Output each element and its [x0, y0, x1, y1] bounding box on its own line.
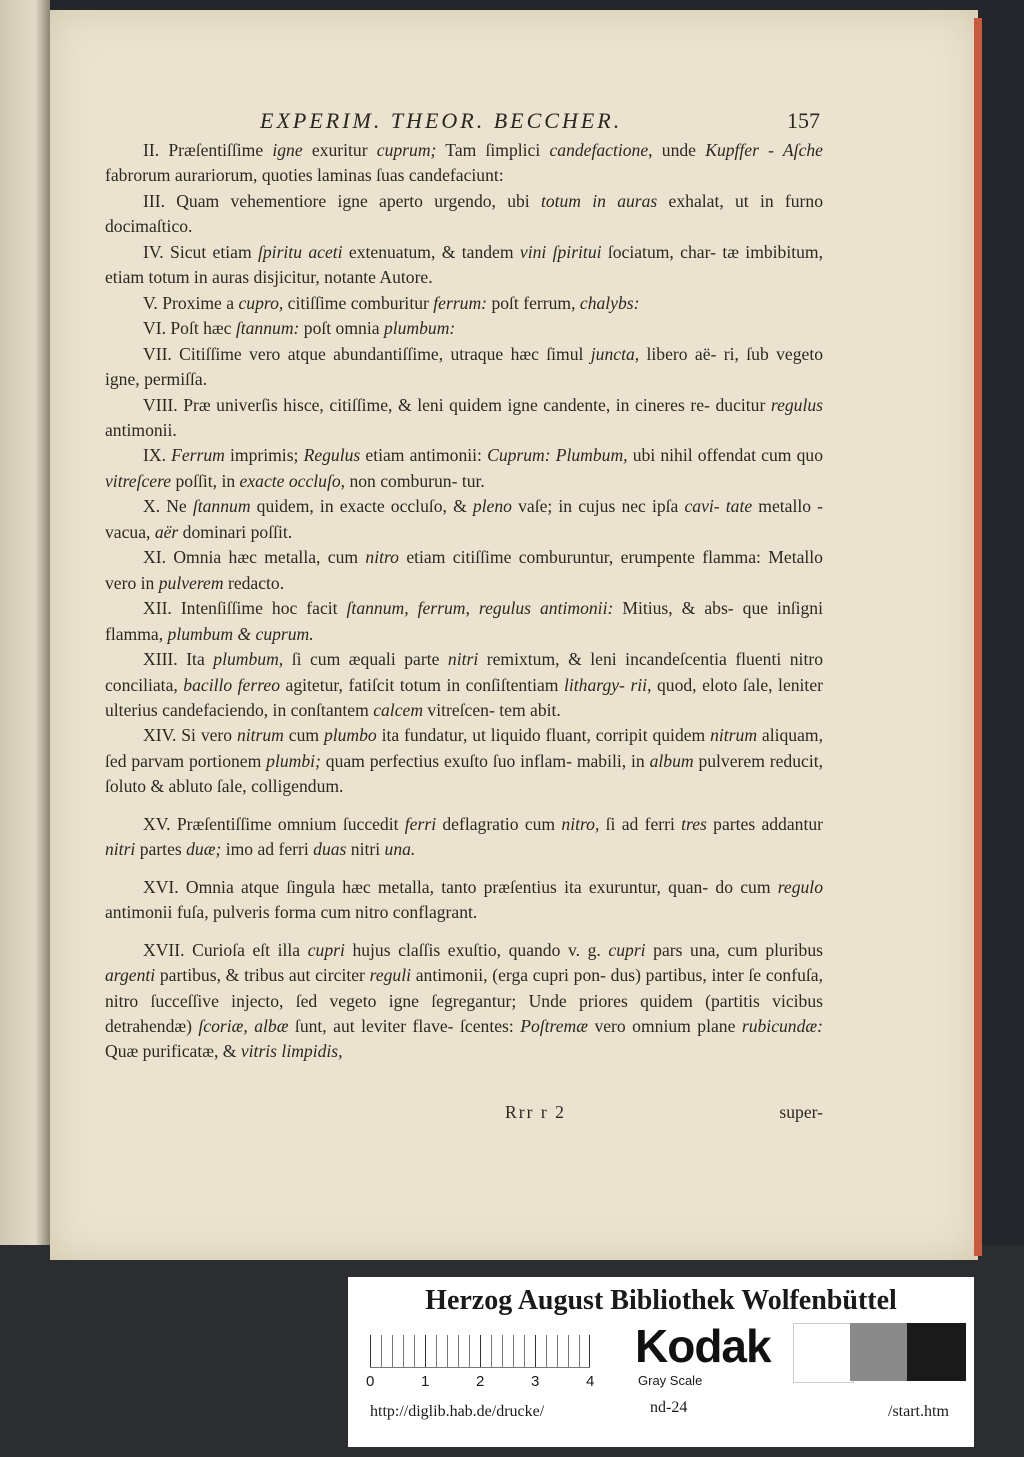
text-run: dominari poſſit. [178, 521, 293, 542]
paragraph [105, 494, 823, 545]
ruler-tick [370, 1335, 371, 1367]
text-run: quam perfectius exuſto ſuo inflam- [320, 750, 572, 771]
italic-run: Regulus [303, 445, 361, 466]
italic-run: bacillo ferreo [183, 674, 281, 695]
paragraph [105, 393, 823, 444]
ruler-tick [425, 1335, 426, 1367]
italic-run: plumbum: [383, 318, 456, 339]
text-run: extenuatum, & tandem [342, 241, 520, 262]
scale-number: 0 [366, 1373, 375, 1390]
text-run: antimonii fuſa, pulveris forma cum nitro conflagrant. [105, 902, 478, 923]
italic-run: ſtannum [192, 496, 251, 517]
italic-run: igne [272, 140, 303, 160]
text-run: ubi nihil offendat cum quo [632, 445, 823, 466]
text-run: ita fundatur, ut liquido fluant, corripit quidem [376, 725, 706, 746]
body-text [105, 138, 823, 1065]
text-run: vero omnium plane [587, 1015, 742, 1036]
text-run: XV. Præſentiſſime omnium ſuccedit [143, 813, 405, 834]
text-run: XI. Omnia hæc metalla, cum [143, 547, 366, 568]
text-run: tem abit. [499, 699, 561, 720]
ruler-tick [480, 1335, 481, 1367]
italic-run: aër [154, 521, 179, 542]
text-run: ſcentes: [460, 1015, 521, 1036]
text-run: IV. Sicut etiam [143, 241, 258, 262]
text-run: fluenti nitro conciliata, [105, 649, 823, 695]
paragraph [105, 647, 823, 723]
text-run: XIV. Si vero [143, 725, 237, 746]
italic-run: nitrum [710, 725, 758, 746]
italic-run: ſtannum: [235, 318, 300, 339]
paragraph [105, 342, 823, 393]
text-run: antimonii, (erga cupri pon- [411, 965, 606, 986]
facing-page-edge [0, 0, 50, 1250]
kodak-logo: Kodak [635, 1320, 771, 1372]
scale-number: 1 [421, 1373, 430, 1390]
text-run: citiſſime comburitur [283, 292, 434, 313]
italic-run: regulus [770, 394, 824, 415]
library-url: http://diglib.hab.de/drucke/ [370, 1403, 545, 1420]
paragraph [105, 596, 823, 647]
paragraph [105, 545, 823, 596]
paragraph [105, 138, 823, 189]
text-run: poſſit, in [171, 470, 240, 491]
italic-run: duæ; [186, 839, 222, 860]
italic-run: tres [681, 813, 707, 834]
italic-run: calcem [373, 699, 424, 720]
gray-scale-label: Gray Scale [638, 1373, 703, 1388]
text-run: XII. Intenſiſſime hoc facit [143, 598, 347, 619]
text-run: imo ad ferri [221, 839, 314, 860]
italic-run: juncta [590, 343, 635, 364]
text-run: XVI. Omnia atque ſingula hæc metalla, tanto præſentius ita exuruntur, quan- [143, 876, 709, 897]
text-run: remixtum, & leni incandeſcentia [478, 649, 727, 670]
italic-run: nitri [447, 649, 479, 670]
italic-run: regulo [777, 876, 823, 897]
text-run: ducitur [715, 394, 771, 415]
scale-number: 4 [586, 1373, 595, 1390]
text-run: ſi ad ferri [599, 813, 682, 834]
running-head [260, 108, 820, 136]
gray-patch-white [793, 1323, 854, 1383]
paragraph [105, 812, 823, 863]
text-run: metallo - vacua, [105, 496, 824, 542]
text-run: cum pluribus [727, 939, 824, 960]
text-run: ſunt, aut leviter flave- [288, 1015, 454, 1036]
text-run: exhalat, ut [657, 190, 749, 211]
url-suffix: /start.htm [888, 1403, 949, 1420]
italic-run: argenti [105, 965, 156, 986]
text-run: quidem, in exacte occluſo, & [250, 496, 473, 517]
text-run: antimonii. [105, 419, 177, 440]
text-run: que inſigni flamma, [105, 598, 823, 644]
italic-run: duas [313, 839, 347, 860]
gray-patch-black [907, 1323, 966, 1381]
signature-mark: Rrr r 2 [505, 1102, 566, 1122]
catchword: super- [779, 1102, 823, 1122]
italic-run: ferrum: [433, 292, 488, 313]
text-run: ſi cum æquali parte [283, 649, 448, 670]
italic-run: ſtannum, ferrum, regulus antimonii: [346, 598, 614, 619]
text-run: Quæ purificatæ, & [105, 1041, 241, 1062]
text-run: ſociatum, char- [601, 241, 716, 262]
italic-run: ſcoriæ, albæ [198, 1015, 289, 1036]
text-run: poſt ferrum, [487, 292, 576, 313]
paragraph [105, 443, 823, 494]
text-run: partibus, & tribus aut circiter [155, 965, 370, 986]
text-run: vitreſcen- [423, 699, 495, 720]
italic-run: cupro, [238, 292, 284, 313]
running-head-title: EXPERIM. THEOR. BECCHER. [260, 108, 623, 133]
text-run: nitri [346, 839, 385, 860]
ruler-tick [589, 1335, 590, 1367]
italic-run: nitro, [561, 813, 600, 834]
italic-run: exacte occluſo [239, 470, 341, 491]
italic-run: vitreſcere [105, 470, 172, 491]
scale-ruler [370, 1335, 590, 1368]
italic-run: pulverem [158, 572, 224, 593]
paragraph [105, 316, 823, 341]
text-run: redacto. [223, 572, 285, 593]
text-run: hujus claſſis exuſtio, quando v. g. [344, 939, 609, 960]
italic-run: pleno [472, 496, 512, 517]
gray-patch-mid [850, 1323, 909, 1381]
text-run: , non comburun- [340, 470, 458, 491]
italic-run: candefactione [549, 140, 649, 160]
text-run: pulverem reducit, ſoluto & abluto ſale, colligendum. [105, 750, 823, 797]
page-number: 157 [787, 108, 820, 133]
italic-run: lithargy- [564, 674, 625, 695]
italic-run: reguli [369, 965, 411, 986]
italic-run: chalybs: [579, 292, 640, 313]
text-run: agitetur, fatiſcit totum in conſiſtentiam [280, 674, 564, 695]
text-run: imprimis; [224, 445, 304, 466]
italic-run: cupri [608, 939, 646, 960]
text-run: VI. Poſt hæc [143, 318, 236, 339]
text-run: VII. Citiſſime vero atque abundantiſſime, utraque hæc ſimul [143, 343, 591, 364]
text-run: Unde priores quidem (partitis vicibus detrahendæ) [105, 990, 823, 1036]
italic-run: plumbum, [213, 649, 284, 670]
shelfmark: nd-24 [650, 1399, 688, 1416]
text-run: dus) partibus, inter ſe confuſa, nitro ſucceſſive injecto, ſed vegeto igne ſegregantur; [105, 965, 823, 1011]
text-run: exuritur [302, 140, 377, 160]
text-run: vaſe; in cujus nec ipſa [511, 496, 685, 517]
text-run: cum [283, 725, 324, 746]
paragraph [105, 938, 823, 1065]
scale-number: 2 [476, 1373, 485, 1390]
text-run: do cum [715, 876, 778, 897]
text-run: II. Præſentiſſime [143, 140, 273, 160]
paragraph [105, 189, 823, 240]
text-run: partes [135, 839, 187, 860]
italic-run: plumbum & cuprum. [167, 623, 314, 644]
italic-run: rubicundæ: [741, 1015, 823, 1036]
italic-run: tate [725, 496, 753, 517]
text-run: IX. [143, 445, 172, 466]
ruler-tick [535, 1335, 536, 1367]
italic-run: vini ſpiritui [519, 241, 602, 262]
italic-run: vitris limpidis, [240, 1041, 343, 1062]
text-run: pars una, [645, 939, 720, 960]
text-run: poſt omnia [299, 318, 384, 339]
italic-run: ferri [404, 813, 437, 834]
color-card [348, 1277, 974, 1447]
italic-run: Poſtremæ [520, 1015, 588, 1036]
text-run: etiam citiſſime comburuntur, erumpente [398, 547, 695, 568]
text-run: V. Proxime a [143, 292, 239, 313]
italic-run: nitrum [236, 725, 284, 746]
text-run: deflagratio cum [436, 813, 562, 834]
text-run: XIII. Ita [143, 649, 214, 670]
text-run: , libero aë- [634, 343, 717, 364]
paragraph [105, 240, 823, 291]
text-run: XVII. Curioſa eſt illa [143, 939, 308, 960]
paragraph [105, 291, 823, 316]
text-run: Mitius, & abs- [613, 598, 734, 619]
text-run: tæ imbibitum, etiam totum in auras disjicitur, notante Autore. [105, 241, 824, 288]
text-run: X. Ne [143, 496, 193, 517]
italic-run: plumbo [323, 725, 377, 746]
text-run: fabrorum aurariorum, quoties laminas ſuas candefaciunt: [105, 165, 504, 186]
text-run: III. Quam vehementiore igne aperto urgendo, ubi [143, 190, 541, 211]
italic-run: una. [384, 839, 416, 860]
italic-run: nitri [105, 839, 136, 860]
text-run: mabili, in [576, 750, 650, 771]
italic-run: Kupffer - Aſche [705, 140, 823, 160]
text-run: partes addantur [713, 813, 824, 834]
italic-run: ſpiritu aceti [258, 241, 343, 262]
text-run: ri, ſub vegeto igne, permiſſa. [105, 343, 824, 390]
italic-run: cupri [307, 939, 345, 960]
red-page-edge [974, 18, 982, 1256]
text-run: VIII. Præ univerſis hisce, citiſſime, & leni quidem igne candente, in cineres re- [143, 394, 710, 415]
text-run: in furno docimaſtico. [105, 190, 823, 237]
text-run: tur. [461, 470, 485, 491]
text-run: etiam antimonii: [360, 445, 488, 466]
italic-run: plumbi; [266, 750, 321, 771]
text-run: Tam ſimplici [436, 140, 550, 160]
text-run: , unde [648, 140, 696, 160]
text-run: flamma: Metallo vero in [105, 547, 823, 593]
italic-run: album [649, 750, 694, 771]
italic-run: totum in auras [540, 190, 658, 211]
italic-run: Ferrum [171, 445, 225, 466]
paragraph [105, 723, 823, 799]
scale-number: 3 [531, 1373, 540, 1390]
italic-run: nitro [365, 547, 399, 568]
catchline [105, 1102, 823, 1128]
library-name: Herzog August Bibliothek Wolfenbüttel [425, 1285, 897, 1316]
text-run: aliquam, ſed parvam portionem [105, 725, 823, 771]
italic-run: cuprum; [376, 140, 437, 160]
italic-run: rii [630, 674, 648, 695]
paragraph [105, 875, 823, 926]
text-run: , quod, eloto ſale, leniter ulterius candefaciendo, in conſtantem [105, 674, 823, 720]
italic-run: cavi- [684, 496, 720, 517]
italic-run: Cuprum: Plumbum, [487, 445, 628, 466]
